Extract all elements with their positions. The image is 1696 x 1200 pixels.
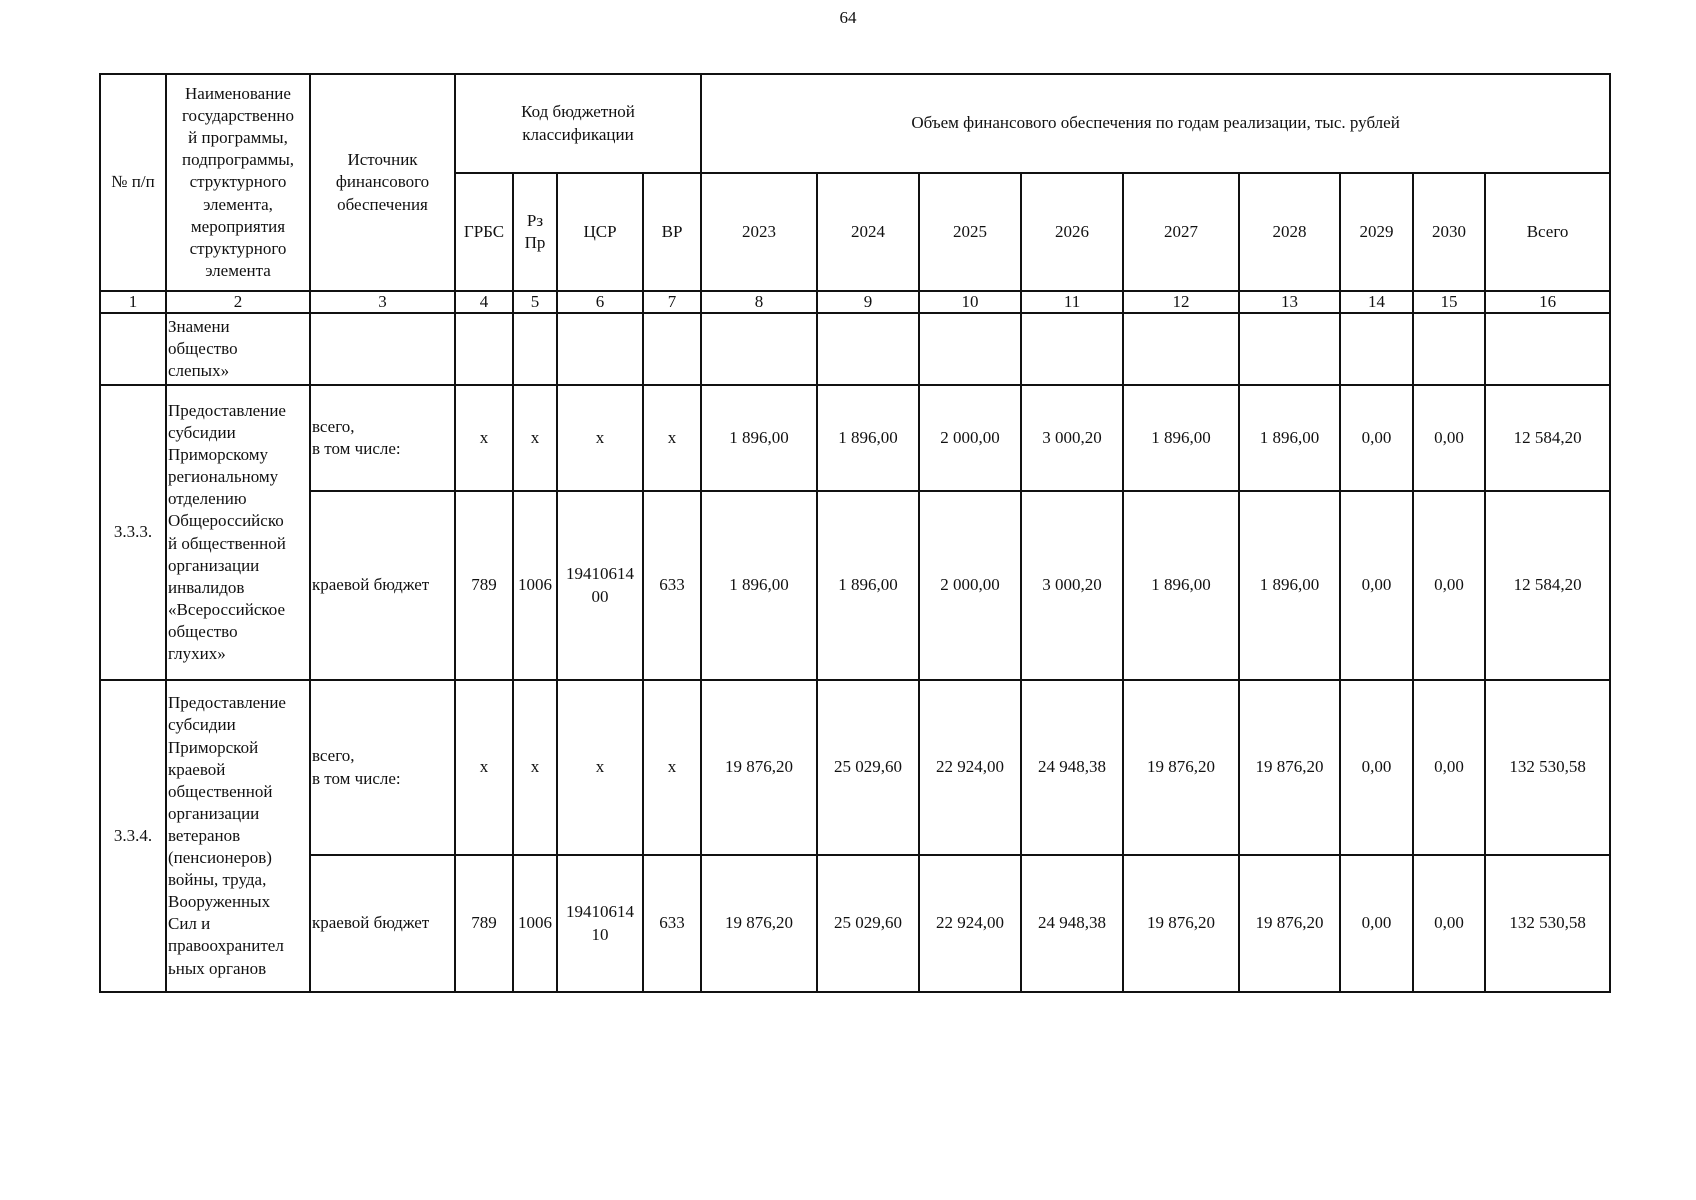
text-line: Знамени: [168, 316, 230, 336]
item-number: 3.3.4.: [100, 680, 166, 992]
cell-empty: [1239, 313, 1340, 385]
header-year-2030: 2030: [1413, 173, 1485, 291]
text-line: Пр: [524, 233, 546, 252]
text-line: субсидии: [168, 423, 236, 443]
funding-source: [310, 491, 455, 680]
text-line: 10: [591, 924, 609, 944]
text-line: государственно: [181, 106, 295, 126]
column-number: 14: [1340, 291, 1413, 313]
text-line: Рз: [526, 210, 544, 230]
csr-code: [557, 680, 643, 855]
text-line: отделению: [168, 489, 247, 509]
cell-empty: [1340, 313, 1413, 385]
header-rzpr: [513, 173, 557, 291]
text-line: Приморской: [168, 737, 259, 757]
header-year-2027: 2027: [1123, 173, 1239, 291]
item-number: 3.3.3.: [100, 385, 166, 680]
text-line: структурного: [189, 172, 287, 192]
table-header: [100, 74, 1610, 313]
text-line: всего,: [312, 416, 355, 436]
column-number: 11: [1021, 291, 1123, 313]
vr-code: х: [643, 385, 701, 491]
text-line: общество: [168, 338, 238, 358]
value-2025: 22 924,00: [919, 680, 1021, 855]
cell-empty: [643, 313, 701, 385]
text-line: элемента: [205, 260, 271, 280]
text-line: общественной: [168, 781, 273, 801]
text-line: й программы,: [188, 128, 288, 148]
vr-code: 633: [643, 491, 701, 680]
column-number: 3: [310, 291, 455, 313]
rzpr-code: 1006: [513, 491, 557, 680]
grbs-code: х: [455, 680, 513, 855]
value-2028: 19 876,20: [1239, 680, 1340, 855]
text-line: организации: [168, 803, 260, 823]
cell-empty: [1413, 313, 1485, 385]
cell-empty: [1485, 313, 1610, 385]
text-line: (пенсионеров): [168, 848, 272, 868]
item-name: [166, 385, 310, 680]
value-2025: 2 000,00: [919, 385, 1021, 491]
text-line: х: [595, 427, 605, 447]
table-row: [100, 385, 1610, 491]
value-total: 132 530,58: [1485, 680, 1610, 855]
text-line: Приморскому: [168, 445, 269, 465]
value-2027: 19 876,20: [1123, 680, 1239, 855]
text-line: Вооруженных: [168, 892, 271, 912]
value-2023: 1 896,00: [701, 491, 817, 680]
text-line: организации: [168, 555, 260, 575]
cell-empty: [513, 313, 557, 385]
value-2025: 22 924,00: [919, 855, 1021, 992]
text-line: 19410614: [566, 564, 634, 584]
grbs-code: х: [455, 385, 513, 491]
text-line: Предоставление: [168, 400, 286, 420]
text-line: войны, труда,: [168, 870, 267, 890]
text-line: структурного: [189, 238, 287, 258]
value-2023: 19 876,20: [701, 855, 817, 992]
header-volume: Объем финансового обеспечения по годам реализации, тыс. рублей: [701, 74, 1610, 173]
text-line: Общероссийско: [168, 511, 284, 531]
text-line: подпрограммы,: [181, 150, 295, 170]
value-2030: 0,00: [1413, 680, 1485, 855]
value-2027: 1 896,00: [1123, 491, 1239, 680]
value-2024: 25 029,60: [817, 680, 919, 855]
value-2028: 19 876,20: [1239, 855, 1340, 992]
value-2023: 1 896,00: [701, 385, 817, 491]
value-2025: 2 000,00: [919, 491, 1021, 680]
funding-source: [310, 385, 455, 491]
text-line: элемента,: [203, 194, 273, 214]
text-line: «Всероссийское: [168, 599, 286, 619]
text-line: глухих»: [168, 643, 226, 663]
header-year-2029: 2029: [1340, 173, 1413, 291]
cell-empty: [310, 313, 455, 385]
column-number: 15: [1413, 291, 1485, 313]
value-2029: 0,00: [1340, 491, 1413, 680]
text-line: слепых»: [168, 361, 230, 381]
text-line: правоохранител: [168, 936, 284, 956]
text-line: ветеранов: [168, 825, 241, 845]
text-line: общество: [168, 621, 238, 641]
table-row: [100, 855, 1610, 992]
value-total: 12 584,20: [1485, 385, 1610, 491]
item-name: [166, 680, 310, 992]
text-line: Наименование: [185, 84, 291, 104]
column-number: 8: [701, 291, 817, 313]
page-number: 64: [839, 8, 857, 27]
header-year-2024: 2024: [817, 173, 919, 291]
column-number: 12: [1123, 291, 1239, 313]
csr-code: [557, 385, 643, 491]
funding-source: [310, 855, 455, 992]
value-2028: 1 896,00: [1239, 491, 1340, 680]
text-line: инвалидов: [168, 577, 245, 597]
value-2030: 0,00: [1413, 385, 1485, 491]
header-grbs: ГРБС: [455, 173, 513, 291]
column-number: 1: [100, 291, 166, 313]
text-line: обеспечения: [337, 194, 428, 214]
value-2023: 19 876,20: [701, 680, 817, 855]
text-line: региональному: [168, 467, 279, 487]
cell-empty: [455, 313, 513, 385]
grbs-code: 789: [455, 491, 513, 680]
header-csr: ЦСР: [557, 173, 643, 291]
header-total: Всего: [1485, 173, 1610, 291]
text-line: краевой бюджет: [312, 575, 430, 595]
text-line: в том числе:: [312, 768, 401, 788]
value-2027: 1 896,00: [1123, 385, 1239, 491]
value-total: 12 584,20: [1485, 491, 1610, 680]
text-line: краевой бюджет: [312, 913, 430, 933]
column-number: 16: [1485, 291, 1610, 313]
cell-empty: [919, 313, 1021, 385]
text-line: мероприятия: [190, 216, 286, 236]
cell-empty: [817, 313, 919, 385]
header-year-2026: 2026: [1021, 173, 1123, 291]
text-line: субсидии: [168, 715, 236, 735]
rzpr-code: х: [513, 680, 557, 855]
value-2026: 3 000,20: [1021, 385, 1123, 491]
vr-code: 633: [643, 855, 701, 992]
value-total: 132 530,58: [1485, 855, 1610, 992]
header-vr: ВР: [643, 173, 701, 291]
column-number: 5: [513, 291, 557, 313]
text-line: Код бюджетной: [521, 102, 635, 122]
vr-code: х: [643, 680, 701, 855]
text-line: финансового: [335, 172, 430, 192]
value-2030: 0,00: [1413, 855, 1485, 992]
table-row: [100, 491, 1610, 680]
grbs-code: 789: [455, 855, 513, 992]
header-year-2023: 2023: [701, 173, 817, 291]
column-number: 9: [817, 291, 919, 313]
text-line: Предоставление: [168, 693, 286, 713]
text-line: в том числе:: [312, 439, 401, 458]
text-line: й общественной: [168, 533, 286, 553]
header-num: № п/п: [100, 74, 166, 291]
value-2024: 1 896,00: [817, 385, 919, 491]
column-number: 2: [166, 291, 310, 313]
funding-source: [310, 680, 455, 855]
csr-code: [557, 491, 643, 680]
financing-table: [99, 73, 1611, 993]
header-budget-code: [455, 74, 701, 173]
cell-empty: [100, 313, 166, 385]
cell-empty: [701, 313, 817, 385]
text-line: краевой: [168, 759, 226, 779]
rzpr-code: 1006: [513, 855, 557, 992]
value-2029: 0,00: [1340, 855, 1413, 992]
value-2028: 1 896,00: [1239, 385, 1340, 491]
cell-empty: [1123, 313, 1239, 385]
value-2027: 19 876,20: [1123, 855, 1239, 992]
column-number: 7: [643, 291, 701, 313]
value-2026: 3 000,20: [1021, 491, 1123, 680]
value-2024: 1 896,00: [817, 491, 919, 680]
text-line: ьных органов: [168, 958, 267, 978]
csr-code: [557, 855, 643, 992]
text-line: 19410614: [566, 902, 634, 922]
value-2026: 24 948,38: [1021, 855, 1123, 992]
column-number: 4: [455, 291, 513, 313]
value-2024: 25 029,60: [817, 855, 919, 992]
header-source: [310, 74, 455, 291]
header-name: [166, 74, 310, 291]
header-year-2025: 2025: [919, 173, 1021, 291]
value-2029: 0,00: [1340, 680, 1413, 855]
value-2026: 24 948,38: [1021, 680, 1123, 855]
column-number: 13: [1239, 291, 1340, 313]
text-line: Источник: [347, 150, 418, 170]
text-line: 00: [591, 586, 609, 606]
value-2030: 0,00: [1413, 491, 1485, 680]
continuation-row: [100, 313, 1610, 385]
text-line: классификации: [522, 124, 634, 144]
column-numbers-row: [100, 291, 1610, 313]
text-line: Сил и: [168, 914, 211, 934]
table-row: [100, 680, 1610, 855]
value-2029: 0,00: [1340, 385, 1413, 491]
cell-empty: [1021, 313, 1123, 385]
cell-empty: [557, 313, 643, 385]
text-line: всего,: [312, 746, 355, 766]
rzpr-code: х: [513, 385, 557, 491]
text-line: х: [595, 757, 605, 777]
column-number: 10: [919, 291, 1021, 313]
column-number: 6: [557, 291, 643, 313]
header-year-2028: 2028: [1239, 173, 1340, 291]
continuation-name: [166, 313, 310, 385]
